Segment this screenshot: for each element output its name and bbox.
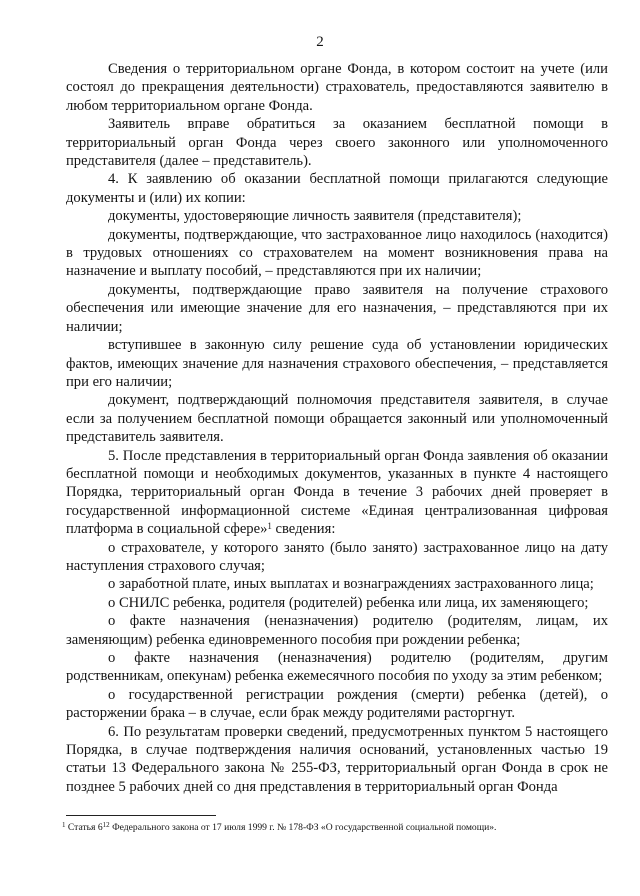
paragraph: документ, подтверждающий полномочия представителя заявителя, в случае если за получением бесплатной помощи обращается законный или уполномоченный представитель заявителя. [66, 392, 608, 446]
paragraph: вступившее в законную силу решение суда об установлении юридических фактов, имеющих значение для назначения страхового обеспечения, – представляется при его наличии; [66, 337, 608, 390]
paragraph-5 [66, 447, 608, 539]
footnote-divider [66, 815, 216, 816]
document-body [66, 60, 608, 796]
paragraph-5-text: 5. После представления в территориальный орган Фонда заявления об оказании бесплатной помощи и необходимых документов, указанных в пункте 4 настоящего Порядка, территориальный орган Фонда в течение 3 рабочих дней проверяет в государственной информационной системе «Единая централизованная цифровая платформа в социальной сфере» [66, 447, 608, 538]
paragraph: Заявитель вправе обратиться за оказанием бесплатной помощи в территориальный орган Фонда через своего законного или уполномоченного представителя (далее – представитель). [66, 116, 608, 170]
page-number: 2 [316, 34, 324, 50]
footnote-text: Федерального закона от 17 июля 1999 г. № 178-ФЗ «О государственной социальной помощи». [109, 822, 497, 833]
footnote-mark: 1 [62, 821, 66, 829]
footnote-prefix: Статья 6 [65, 822, 103, 833]
footnote-reference: 1 [267, 521, 272, 532]
list-item: о СНИЛС ребенка, родителя (родителей) ребенка или лица, их заменяющего; [108, 594, 589, 611]
paragraph: документы, подтверждающие, что застрахованное лицо находилось (находится) в трудовых отношениях со страхователем на момент возникновения права на назначение и выплату пособий, – представляются при их наличии; [66, 226, 608, 280]
footnote [62, 822, 622, 834]
paragraph: Сведения о территориальном органе Фонда, в котором состоит на учете (или состоял до прекращения деятельности) страхователь, предоставляются заявителю в любом территориальном органе Фонда. [66, 61, 608, 114]
list-item: о заработной плате, иных выплатах и вознаграждениях застрахованного лица; [108, 576, 594, 593]
paragraph-5-tail: сведения: [271, 521, 336, 538]
paragraph-6: 6. По результатам проверки сведений, предусмотренных пунктом 5 настоящего Порядка, в случае подтверждения наличия оснований, установленных частью 19 статьи 13 Федерального закона № 255-ФЗ, территориальный орган Фонда в срок не позднее 5 рабочих дней со дня представления в территориальный орган Фонда [66, 723, 608, 795]
paragraph: документы, подтверждающие право заявителя на получение страхового обеспечения или имеющие значение для его назначения, – представляются при их наличии; [66, 281, 608, 335]
paragraph: 4. К заявлению об оказании бесплатной помощи прилагаются следующие документы и (или) их копии: [66, 171, 608, 206]
list-item: о страхователе, у которого занято (было занято) застрахованное лицо на дату наступления страхового случая; [66, 539, 608, 574]
list-item: о факте назначения (неназначения) родителю (родителям, лицам, их заменяющим) ребенка единовременного пособия при рождении ребенка; [66, 613, 608, 648]
list-item: о факте назначения (неназначения) родителю (родителям, другим родственникам, опекунам) ребенка ежемесячного пособия по уходу за этим ребенком; [66, 650, 608, 685]
footnote-article-sup: 12 [102, 821, 110, 829]
list-item: о государственной регистрации рождения (смерти) ребенка (детей), о расторжении брака – в случае, если брак между родителями расторгнут. [66, 686, 608, 722]
paragraph: документы, удостоверяющие личность заявителя (представителя); [108, 208, 522, 225]
